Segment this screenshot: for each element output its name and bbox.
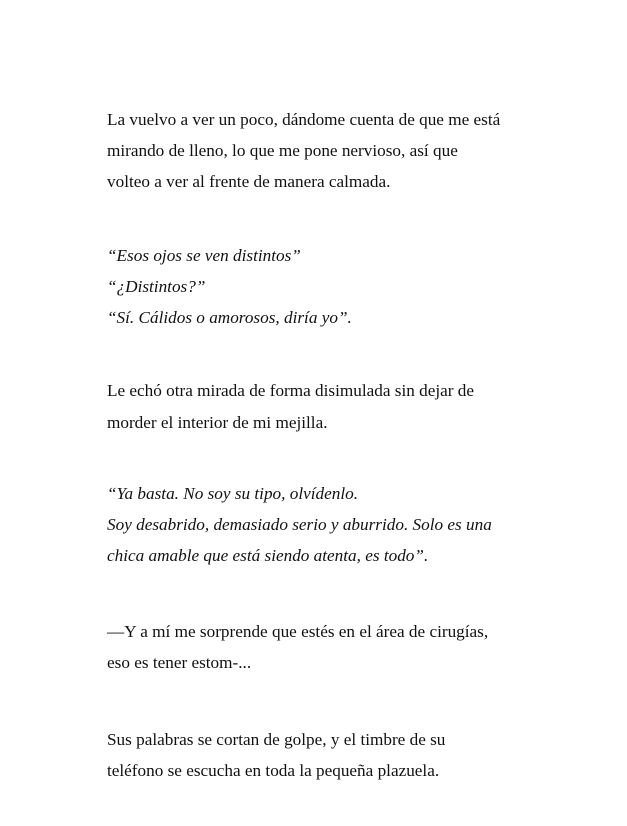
text-line: chica amable que está siendo atenta, es todo”. <box>107 546 429 565</box>
text-line: “Sí. Cálidos o amorosos, diría yo”. <box>107 308 352 327</box>
text-line: “¿Distintos?” <box>107 277 206 296</box>
text-line: volteo a ver al frente de manera calmada. <box>107 172 391 191</box>
text-line: La vuelvo a ver un poco, dándome cuenta de que me está <box>107 110 501 129</box>
text-line: teléfono se escucha en toda la pequeña plazuela. <box>107 761 440 780</box>
text-line: “Esos ojos se ven distintos” <box>107 246 301 265</box>
text-line: —Y a mí me sorprende que estés en el área de cirugías, <box>107 622 489 641</box>
text-line: Le echó otra mirada de forma disimulada sin dejar de <box>107 381 474 400</box>
text-line: morder el interior de mi mejilla. <box>107 413 328 432</box>
text-line: eso es tener estom-... <box>107 653 252 672</box>
text-line: mirando de lleno, lo que me pone nervioso, así que <box>107 141 458 160</box>
text-line: Sus palabras se cortan de golpe, y el timbre de su <box>107 730 446 749</box>
text-line: “Ya basta. No soy su tipo, olvídenlo. <box>107 484 358 503</box>
text-line: Soy desabrido, demasiado serio y aburrido. Solo es una <box>107 515 492 534</box>
